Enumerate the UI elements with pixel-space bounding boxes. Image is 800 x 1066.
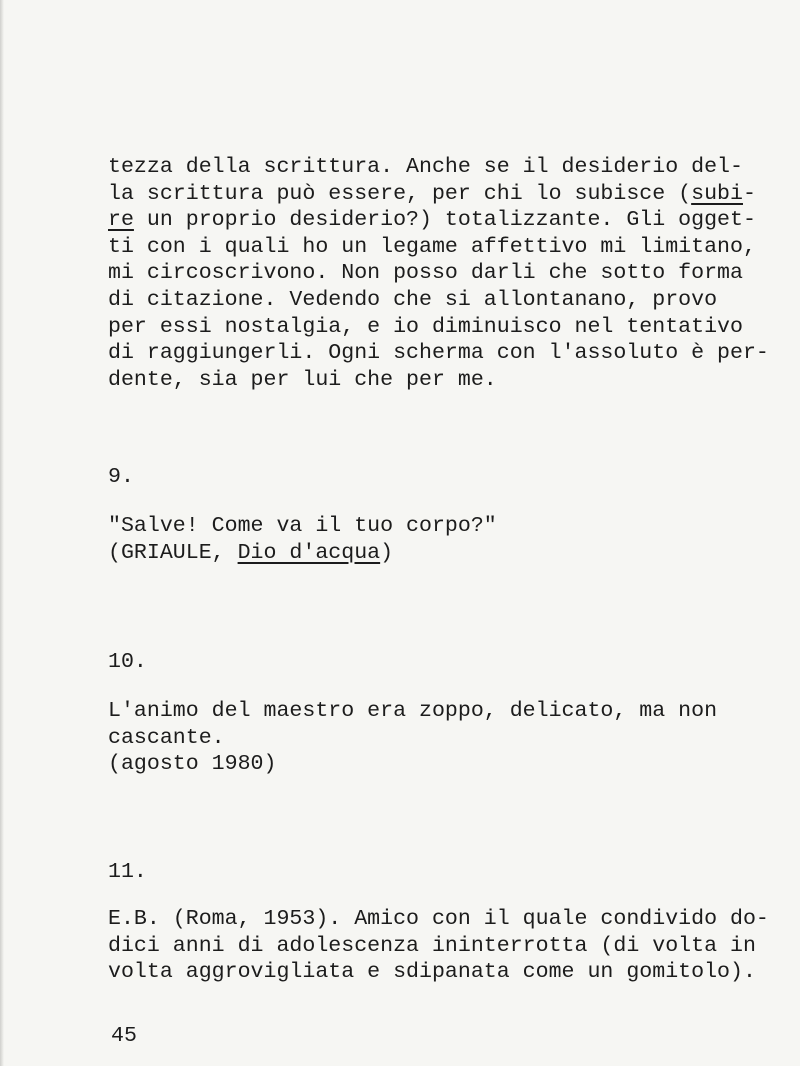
date-line: (agosto 1980) [108,752,277,777]
section-11-text [108,906,769,986]
underlined-word: subi [691,181,743,206]
underlined-word: re [108,208,134,233]
source-author: (GRIAULE, [108,540,238,565]
text-line: volta aggrovigliata e sdipanata come un gomitolo). [108,960,756,985]
section-9-quote [108,513,497,566]
source-close: ) [380,540,394,565]
paragraph-8 [108,154,769,393]
text-line: di raggiungerli. Ogni scherma con l'assoluto è per- [108,341,769,366]
source-title: Dio d'acqua [237,540,381,565]
text-segment: un proprio desiderio?) totalizzante. Gli ogget- [133,208,756,233]
text-line: ti con i quali ho un legame affettivo mi limitano, [108,234,756,259]
section-number-9 [108,464,134,491]
quote-source [108,540,497,567]
page-number-text: 45 [111,1024,137,1048]
text-line: L'animo del maestro era zoppo, delicato, ma non [108,699,718,723]
section-number-text: 9. [108,465,134,489]
page-edge-shadow [0,0,4,1066]
section-number-text: 11. [108,860,147,884]
text-line: per essi nostalgia, e io diminuisco nel tentativo [108,314,743,339]
text-line: tezza della scrittura. Anche se il desiderio del- [108,155,743,179]
section-number-11 [108,859,147,886]
text-line: dente, sia per lui che per me. [108,367,497,392]
text-line [108,207,769,234]
text-line [108,181,769,208]
text-line: mi circoscrivono. Non posso darli che sotto forma [108,261,743,286]
text-line: dici anni di adolescenza ininterrotta (di volta in [108,933,756,958]
quote-text: "Salve! Come va il tuo corpo?" [108,514,497,538]
text-line: E.B. (Roma, 1953). Amico con il quale condivido do- [108,907,769,931]
section-10-text [108,698,717,778]
text-line: di citazione. Vedendo che si allontanano, provo [108,287,718,312]
text-line: cascante. [108,725,225,750]
section-number-10 [108,649,147,676]
section-number-text: 10. [108,650,147,674]
text-segment: la scrittura può essere, per chi lo subisce ( [108,181,692,206]
page-number [111,1023,137,1050]
hyphen: - [742,181,756,206]
